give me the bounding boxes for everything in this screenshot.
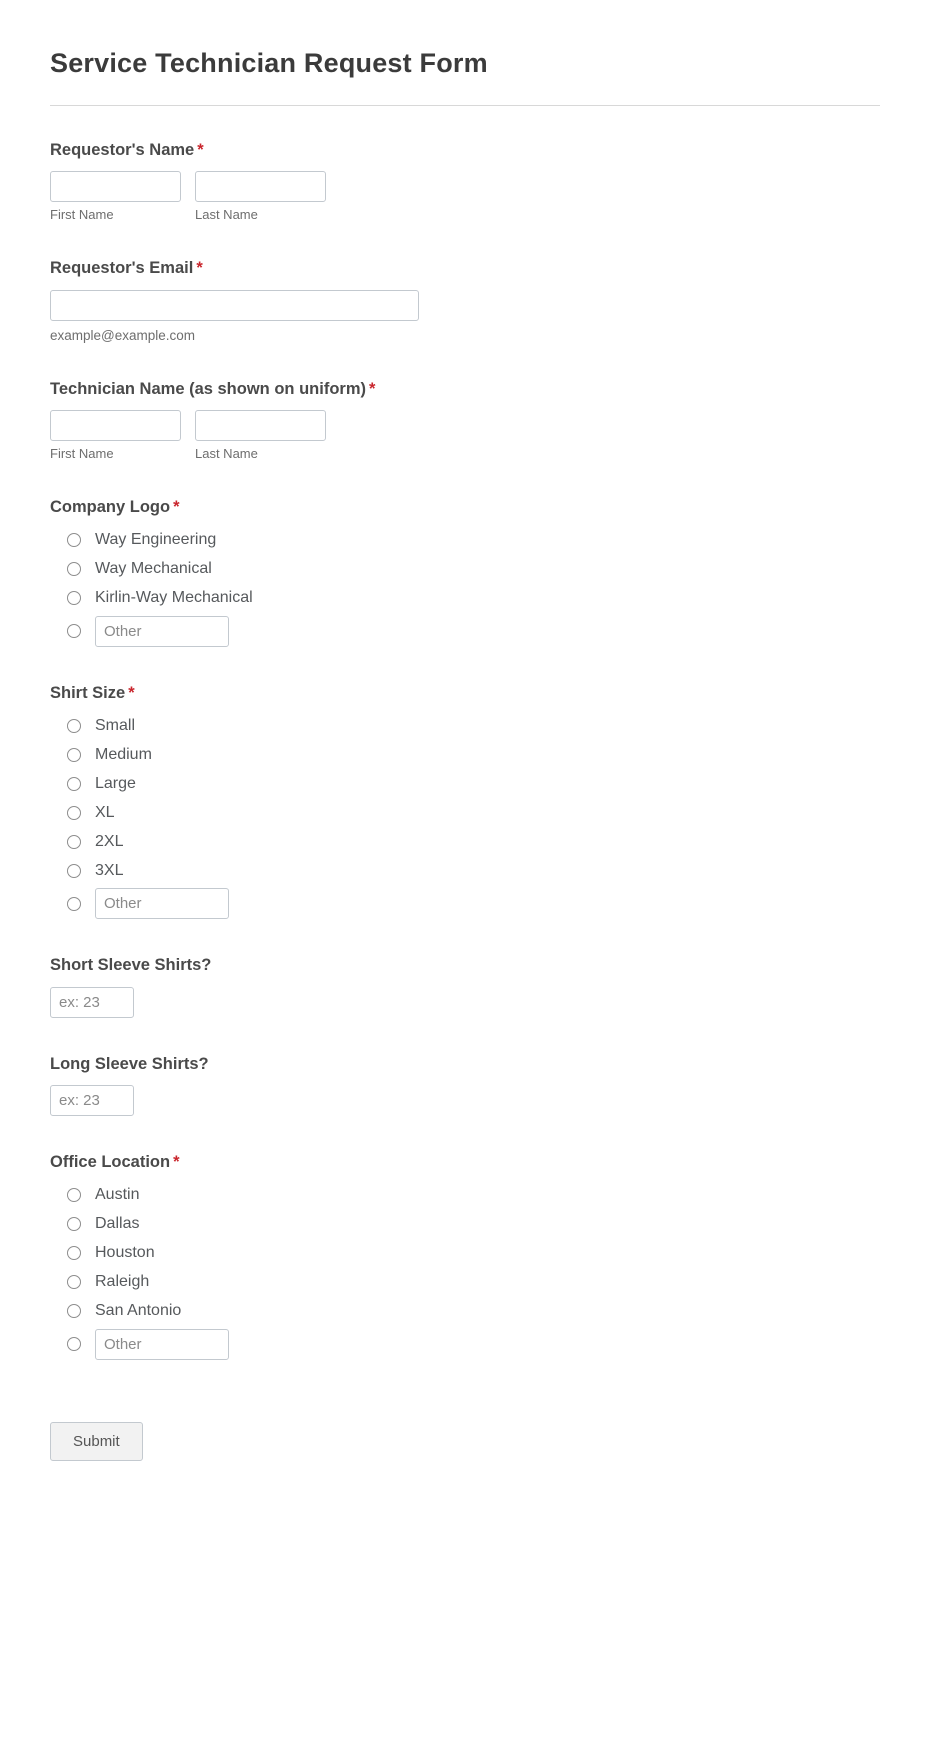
radio-option-kirlin-way-mechanical[interactable] bbox=[50, 587, 880, 610]
requestor-first-name-sublabel: First Name bbox=[50, 207, 114, 223]
radio-label: Way Mechanical bbox=[95, 560, 212, 578]
radio-circle-icon[interactable] bbox=[67, 624, 81, 638]
radio-label: Dallas bbox=[95, 1215, 140, 1232]
technician-first-name-col bbox=[50, 410, 181, 461]
radio-label: 3XL bbox=[95, 861, 124, 879]
radio-circle-icon[interactable] bbox=[67, 1188, 81, 1202]
radio-circle-icon[interactable] bbox=[67, 533, 81, 547]
requestor-email-helper: example@example.com bbox=[50, 327, 196, 343]
radio-option-san-antonio[interactable] bbox=[50, 1300, 880, 1323]
radio-label: Houston bbox=[95, 1244, 155, 1261]
short-sleeve-label: Short Sleeve Shirts? bbox=[50, 956, 212, 975]
office-location-label bbox=[50, 1152, 880, 1173]
requestor-email-label bbox=[50, 258, 880, 279]
technician-last-name-col bbox=[195, 410, 326, 461]
field-requestor-name bbox=[50, 140, 880, 222]
required-asterisk: * bbox=[368, 379, 376, 398]
radio-circle-icon[interactable] bbox=[67, 562, 81, 576]
radio-circle-icon[interactable] bbox=[67, 1217, 81, 1231]
radio-circle-icon[interactable] bbox=[67, 591, 81, 605]
required-asterisk: * bbox=[197, 141, 204, 159]
technician-last-name-input[interactable] bbox=[195, 410, 326, 441]
company-logo-label-text: Company Logo bbox=[50, 498, 171, 517]
office-location-other-input[interactable] bbox=[95, 1329, 229, 1360]
technician-name-label bbox=[50, 379, 880, 400]
radio-circle-icon[interactable] bbox=[67, 719, 81, 733]
company-logo-other-input[interactable] bbox=[95, 616, 229, 647]
technician-last-name-sublabel: Last Name bbox=[195, 446, 258, 462]
field-technician-name bbox=[50, 379, 880, 461]
shirt-size-label-text: Shirt Size bbox=[50, 683, 126, 702]
technician-name-row bbox=[50, 410, 880, 461]
required-asterisk: * bbox=[173, 498, 180, 517]
submit-section bbox=[50, 1422, 880, 1461]
radio-option-dallas[interactable] bbox=[50, 1213, 880, 1236]
office-location-options bbox=[50, 1184, 880, 1360]
requestor-last-name-input[interactable] bbox=[195, 171, 326, 202]
radio-option-medium[interactable] bbox=[50, 743, 880, 766]
radio-circle-icon[interactable] bbox=[67, 1246, 81, 1260]
technician-name-label-text: Technician Name (as shown on uniform) bbox=[50, 379, 366, 398]
radio-circle-icon[interactable] bbox=[67, 864, 81, 878]
requestor-email-label-text: Requestor's Email bbox=[50, 259, 194, 278]
radio-circle-icon[interactable] bbox=[67, 806, 81, 820]
required-asterisk: * bbox=[196, 259, 203, 278]
long-sleeve-input[interactable] bbox=[50, 1085, 134, 1116]
technician-first-name-input[interactable] bbox=[50, 410, 181, 441]
radio-option-2xl[interactable] bbox=[50, 830, 880, 853]
radio-option-way-mechanical[interactable] bbox=[50, 558, 880, 581]
radio-label: Raleigh bbox=[95, 1273, 150, 1290]
radio-option-3xl[interactable] bbox=[50, 859, 880, 882]
radio-label: Austin bbox=[95, 1186, 140, 1203]
radio-label: 2XL bbox=[95, 832, 124, 850]
radio-circle-icon[interactable] bbox=[67, 1304, 81, 1318]
field-company-logo bbox=[50, 497, 880, 646]
radio-option-houston[interactable] bbox=[50, 1242, 880, 1265]
requestor-name-label-text: Requestor's Name bbox=[50, 141, 195, 159]
radio-option-other[interactable] bbox=[50, 888, 880, 919]
radio-label: Large bbox=[95, 774, 136, 792]
radio-option-way-engineering[interactable] bbox=[50, 529, 880, 552]
company-logo-label bbox=[50, 497, 880, 518]
radio-option-austin[interactable] bbox=[50, 1184, 880, 1207]
radio-option-small[interactable] bbox=[50, 714, 880, 737]
radio-option-raleigh[interactable] bbox=[50, 1271, 880, 1294]
radio-label: Small bbox=[95, 716, 136, 734]
page-title: Service Technician Request Form bbox=[50, 48, 488, 78]
requestor-last-name-sublabel: Last Name bbox=[195, 207, 258, 223]
requestor-last-name-col bbox=[195, 171, 326, 222]
radio-label: XL bbox=[95, 803, 115, 821]
requestor-name-row bbox=[50, 171, 880, 222]
requestor-name-label bbox=[50, 140, 880, 161]
requestor-first-name-col bbox=[50, 171, 181, 222]
submit-button[interactable]: Submit bbox=[50, 1422, 143, 1461]
requestor-email-input[interactable] bbox=[50, 290, 419, 321]
radio-option-other[interactable] bbox=[50, 1329, 880, 1360]
radio-circle-icon[interactable] bbox=[67, 1337, 81, 1351]
requestor-first-name-input[interactable] bbox=[50, 171, 181, 202]
radio-label: San Antonio bbox=[95, 1302, 182, 1319]
radio-label: Medium bbox=[95, 745, 152, 763]
field-long-sleeve-shirts bbox=[50, 1054, 880, 1116]
radio-circle-icon[interactable] bbox=[67, 748, 81, 762]
field-office-location bbox=[50, 1152, 880, 1359]
radio-label: Kirlin-Way Mechanical bbox=[95, 589, 253, 607]
shirt-size-label bbox=[50, 683, 880, 704]
required-asterisk: * bbox=[128, 683, 135, 702]
radio-circle-icon[interactable] bbox=[67, 1275, 81, 1289]
radio-option-other[interactable] bbox=[50, 616, 880, 647]
radio-label: Way Engineering bbox=[95, 531, 217, 549]
company-logo-options bbox=[50, 529, 880, 647]
field-short-sleeve-shirts bbox=[50, 955, 880, 1017]
radio-option-large[interactable] bbox=[50, 772, 880, 795]
radio-circle-icon[interactable] bbox=[67, 835, 81, 849]
radio-circle-icon[interactable] bbox=[67, 897, 81, 911]
short-sleeve-input[interactable] bbox=[50, 987, 134, 1018]
field-shirt-size bbox=[50, 683, 880, 919]
technician-first-name-sublabel: First Name bbox=[50, 446, 114, 462]
office-location-label-text: Office Location bbox=[50, 1153, 171, 1172]
field-requestor-email bbox=[50, 258, 880, 342]
radio-circle-icon[interactable] bbox=[67, 777, 81, 791]
required-asterisk: * bbox=[173, 1153, 180, 1172]
long-sleeve-label: Long Sleeve Shirts? bbox=[50, 1054, 209, 1073]
shirt-size-options bbox=[50, 714, 880, 919]
shirt-size-other-input[interactable] bbox=[95, 888, 229, 919]
title-divider bbox=[50, 105, 880, 106]
radio-option-xl[interactable] bbox=[50, 801, 880, 824]
